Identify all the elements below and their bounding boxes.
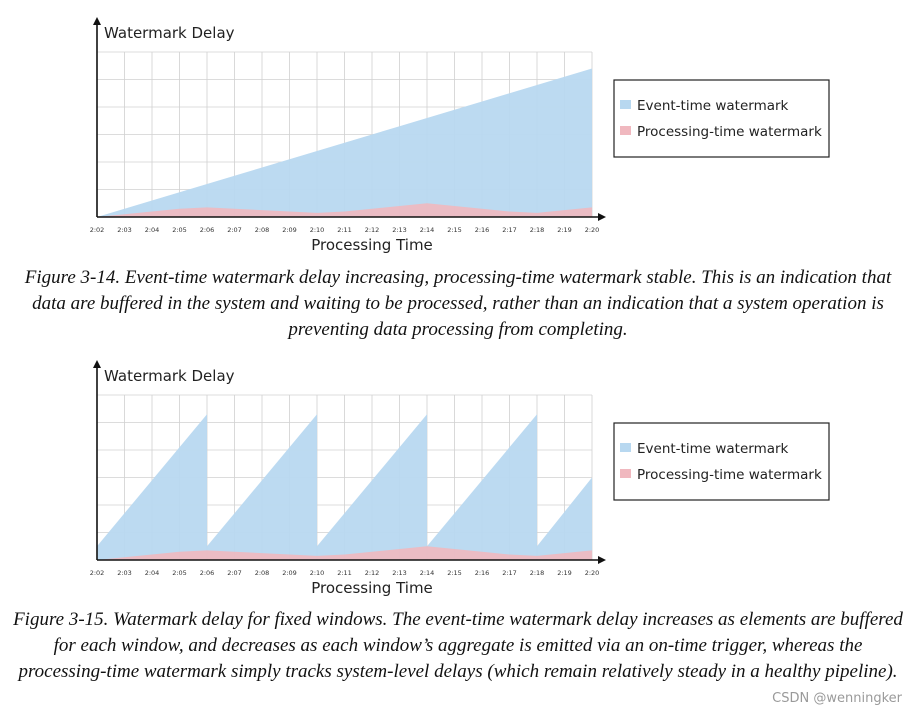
x-tick-label: 2:04 [144,569,160,577]
x-tick-label: 2:07 [227,569,242,577]
legend-label-event-time: Event-time watermark [637,441,789,457]
x-tick-label: 2:05 [172,226,187,234]
figure-3-15-chart [0,343,916,598]
legend-swatch-event-time [620,443,631,452]
x-tick-label: 2:19 [557,569,572,577]
x-tick-label: 2:02 [89,226,105,234]
x-tick-label: 2:15 [447,569,462,577]
legend-label-processing-time: Processing-time watermark [637,467,822,483]
legend [614,423,829,500]
legend-label-event-time: Event-time watermark [637,98,789,114]
x-tick-label: 2:06 [199,569,215,577]
x-tick-label: 2:10 [309,569,325,577]
x-tick-label: 2:08 [254,569,270,577]
legend [614,80,829,157]
x-tick-label: 2:11 [337,226,352,234]
figure-3-14-caption: Figure 3-14. Event-time watermark delay increasing, processing-time watermark stable. This is an indication that data are buffered in the system and waiting to be processed, rather than an indication that a system operation is preventing data processing from completing. [24,267,892,340]
x-axis-arrow [598,213,606,221]
y-axis-label: Watermark Delay [104,367,235,385]
legend-swatch-processing-time [620,126,631,135]
figure-3-15-caption: Figure 3-15. Watermark delay for fixed windows. The event-time watermark delay increases as elements are buffered for each window, and decreases as each window’s aggregate is emitted via an on-time trigger, whereas the processing-time watermark simply tracks system-level delays (which remain relatively steady in a healthy pipeline). [13,609,903,682]
legend-label-processing-time: Processing-time watermark [637,124,822,140]
x-axis-label: Processing Time [311,579,433,597]
x-tick-label: 2:16 [474,569,490,577]
x-tick-label: 2:20 [584,569,600,577]
x-tick-label: 2:15 [447,226,462,234]
x-tick-label: 2:07 [227,226,242,234]
x-tick-label: 2:05 [172,569,187,577]
x-tick-labels [90,569,600,577]
x-tick-label: 2:10 [309,226,325,234]
x-tick-label: 2:20 [584,226,600,234]
x-tick-label: 2:13 [392,226,407,234]
legend-swatch-event-time [620,100,631,109]
x-tick-label: 2:17 [502,569,517,577]
x-tick-labels [90,226,600,234]
x-axis-arrow [598,556,606,564]
x-tick-label: 2:13 [392,569,407,577]
x-tick-label: 2:08 [254,226,270,234]
legend-box [614,80,829,157]
x-tick-label: 2:02 [89,569,105,577]
figure-3-14-chart [0,0,916,255]
x-tick-label: 2:09 [282,226,297,234]
x-tick-label: 2:04 [144,226,160,234]
x-tick-label: 2:16 [474,226,490,234]
x-tick-label: 2:12 [364,569,380,577]
x-tick-label: 2:18 [529,569,545,577]
x-tick-label: 2:06 [199,226,215,234]
y-axis-arrow [93,360,101,368]
x-axis-label: Processing Time [311,236,433,254]
x-tick-label: 2:14 [419,569,435,577]
x-tick-label: 2:19 [557,226,572,234]
csdn-watermark: CSDN @wenningker [772,691,902,706]
x-tick-label: 2:03 [117,226,132,234]
x-tick-label: 2:18 [529,226,545,234]
x-tick-label: 2:14 [419,226,435,234]
y-axis-arrow [93,17,101,25]
x-tick-label: 2:11 [337,569,352,577]
x-tick-label: 2:12 [364,226,380,234]
x-tick-label: 2:17 [502,226,517,234]
x-tick-label: 2:09 [282,569,297,577]
legend-swatch-processing-time [620,469,631,478]
y-axis-label: Watermark Delay [104,24,235,42]
x-tick-label: 2:03 [117,569,132,577]
legend-box [614,423,829,500]
